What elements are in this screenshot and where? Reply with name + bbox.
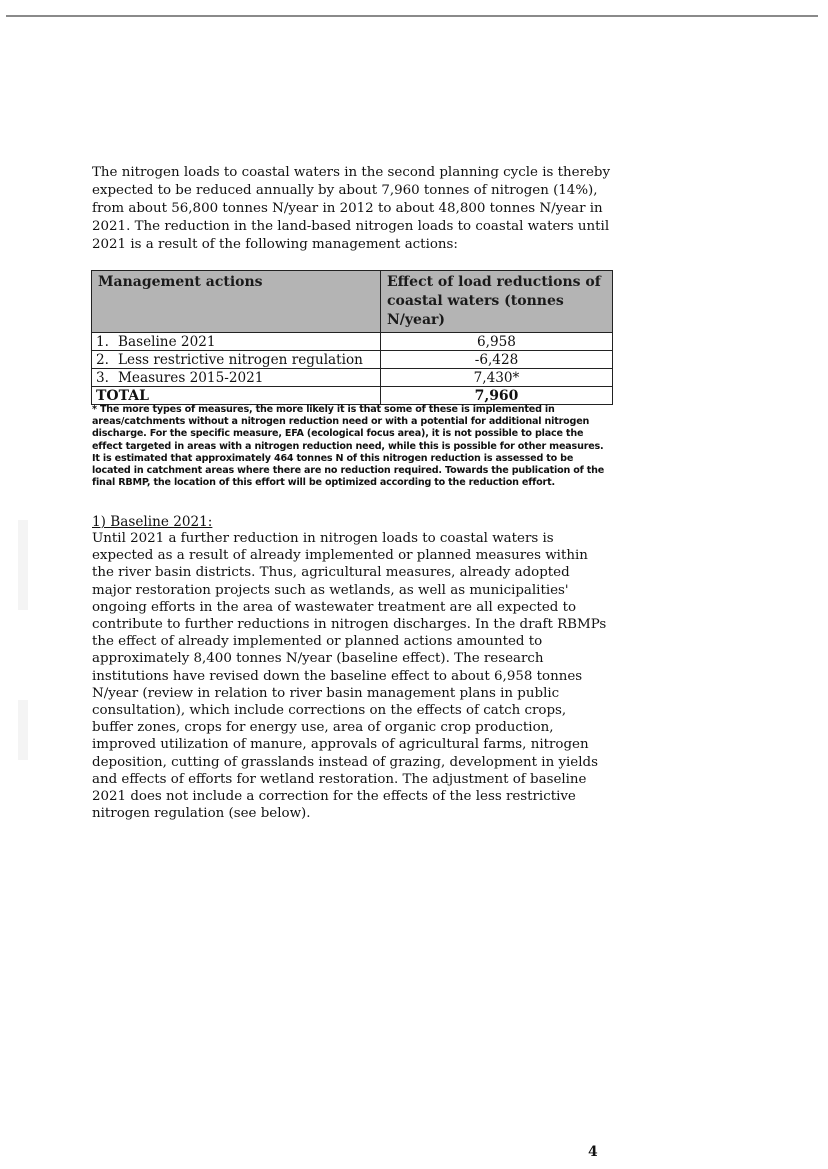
- intro-paragraph: The nitrogen loads to coastal waters in the second planning cycle is thereby expected to be reduced annually by about 7,960 tonnes of nitrogen (14%), from about 56,800 tonnes N/year in 2012 to about 48,800 tonnes N/year in 2021. The reduction in the land-based nitrogen loads to coastal waters until 2021 is a result of the following management actions:: [92, 165, 611, 252]
- header-management-actions: Management actions: [92, 271, 381, 333]
- row-label: Less restrictive nitrogen regulation: [118, 351, 363, 368]
- scan-artifact: [18, 700, 28, 760]
- row-value: 7,430*: [381, 369, 613, 387]
- row-label: Measures 2015-2021: [118, 369, 264, 386]
- section-body: Until 2021 a further reduction in nitrogen loads to coastal waters is expected as a result of already implemented or planned measures within the river basin districts. Thus, agricultural measures, already adopted major restoration projects such as wetlands, as well as municipalities' ongoing efforts in the area of wastewater treatment are all expected to contribute to further reductions in nitrogen discharges. In the draft RBMPs the effect of already implemented or planned actions amounted to approximately 8,400 tonnes N/year (baseline effect). The research institutions have revised down the baseline effect to about 6,958 tonnes N/year (review in relation to river basin management plans in public consultation), which include corrections on the effects of catch crops, buffer zones, crops for energy use, area of organic crop production, improved utilization of manure, approvals of agricultural farms, nitrogen deposition, cutting of grasslands instead of grazing, development in yields and effects of efforts for wetland restoration. The adjustment of baseline 2021 does not include a correction for the effects of the less restrictive nitrogen regulation (see below).: [92, 531, 607, 822]
- page-number: 4: [588, 1144, 598, 1160]
- row-value: -6,428: [381, 351, 613, 369]
- row-label: Baseline 2021: [118, 333, 216, 350]
- table-row: [92, 333, 613, 351]
- row-value: 6,958: [381, 333, 613, 351]
- management-actions-table: [91, 270, 613, 405]
- row-number: 3.: [96, 369, 109, 386]
- scan-artifact: [18, 520, 28, 610]
- row-number: 1.: [96, 333, 109, 350]
- table-footnote: * The more types of measures, the more likely it is that some of these is implemented in areas/catchments without a nitrogen reduction need or with a potential for additional nitrogen discharge. For the specific measure, EFA (ecological focus area), it is not possible to place the effect targeted in areas with a nitrogen reduction need, while this is possible for other measures. It is estimated that approximately 464 tonnes N of this nitrogen reduction is assessed to be located in catchment areas where there are no reduction required. Towards the publication of the final RBMP, the location of this effort will be optimized according to the reduction effort.: [92, 404, 605, 489]
- section-heading: 1) Baseline 2021:: [92, 514, 213, 530]
- total-label: TOTAL: [92, 387, 381, 405]
- table-row: [92, 369, 613, 387]
- header-effect: Effect of load reductions of coastal waters (tonnes N/year): [381, 271, 613, 333]
- row-number: 2.: [96, 351, 109, 368]
- total-value: 7,960: [381, 387, 613, 405]
- table-total-row: [92, 387, 613, 405]
- table-header-row: [92, 271, 613, 333]
- top-rule: [6, 15, 818, 17]
- table-row: [92, 351, 613, 369]
